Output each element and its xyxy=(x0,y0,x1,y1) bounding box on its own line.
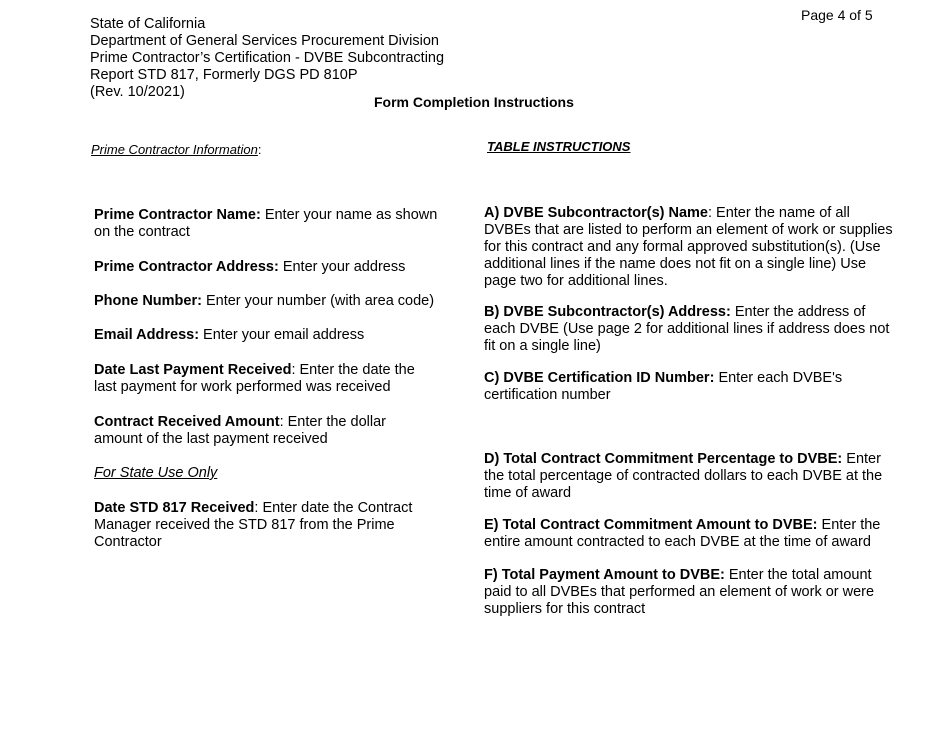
section-heading-text: Prime Contractor Information xyxy=(91,142,258,157)
instruction-term: E) Total Contract Commitment Amount to DVBE: xyxy=(484,517,818,533)
instruction-term: Date Last Payment Received xyxy=(94,362,292,378)
instruction-text: : Enter the date the last payment for work performed was received xyxy=(94,362,415,395)
instruction-text: Enter the total percentage of contracted dollars to each DVBE at the time of award xyxy=(484,451,883,501)
section-heading-colon: : xyxy=(257,142,262,157)
instruction-term: Prime Contractor Name: xyxy=(94,207,261,223)
instruction-text: Enter the address of each DVBE (Use page 2 for additional lines if address does not fit on a single line) xyxy=(484,304,890,354)
instruction-text: : Enter the dollar amount of the last payment received xyxy=(94,414,386,447)
instruction-text: Enter your name as shown on the contract xyxy=(94,207,438,240)
instruction-term: Prime Contractor Address: xyxy=(94,259,279,275)
instruction-text: Enter your email address xyxy=(199,327,365,343)
header-line: Prime Contractor’s Certification - DVBE Subcontracting xyxy=(90,50,445,66)
page-title: Form Completion Instructions xyxy=(374,94,574,110)
header-line: State of California xyxy=(90,16,206,32)
prime-contractor-section-heading xyxy=(91,142,262,157)
instruction-item xyxy=(94,327,450,344)
instruction-item xyxy=(94,207,450,241)
instruction-term: B) DVBE Subcontractor(s) Address: xyxy=(484,304,731,320)
instruction-text: Enter each DVBE's certification number xyxy=(484,370,843,403)
instruction-text: Enter your number (with area code) xyxy=(201,293,435,309)
instruction-term: D) Total Contract Commitment Percentage to DVBE: xyxy=(484,451,843,467)
table-instructions-heading: TABLE INSTRUCTIONS xyxy=(487,139,631,154)
page-number: Page 4 of 5 xyxy=(801,7,873,23)
instruction-text: Enter the total amount paid to all DVBEs that performed an element of work or were suppliers for this contract xyxy=(484,567,875,617)
instruction-item xyxy=(94,259,450,276)
header-line: Report STD 817, Formerly DGS PD 810P xyxy=(90,67,358,83)
instruction-item xyxy=(94,293,450,310)
instruction-item xyxy=(484,517,896,551)
instruction-term: Date STD 817 Received xyxy=(94,500,255,516)
header-line: (Rev. 10/2021) xyxy=(90,84,185,100)
instruction-text: : Enter the name of all DVBEs that are listed to perform an element of work or supplies for this contract and any formal approved substitution(s). (Use additional lines if the name does not fit on a single line) Use page two for additional lines. xyxy=(484,205,893,289)
state-use-heading: For State Use Only xyxy=(94,465,218,481)
instruction-term: C) DVBE Certification ID Number: xyxy=(484,370,715,386)
instruction-text: : Enter date the Contract Manager received the STD 817 from the Prime Contractor xyxy=(94,500,413,550)
instruction-text: Enter your address xyxy=(278,259,406,275)
instruction-item xyxy=(484,304,896,355)
instruction-term: Email Address: xyxy=(94,327,200,343)
instruction-item xyxy=(484,370,864,404)
instruction-item xyxy=(94,500,424,551)
instruction-item xyxy=(94,362,434,396)
instruction-text: Enter the entire amount contracted to each DVBE at the time of award xyxy=(484,517,881,550)
instruction-term: Phone Number: xyxy=(94,293,202,309)
instruction-item xyxy=(484,451,896,502)
instruction-item xyxy=(484,567,896,618)
header-line: Department of General Services Procurement Division xyxy=(90,33,439,49)
instruction-term: Contract Received Amount xyxy=(94,414,280,430)
instruction-term: A) DVBE Subcontractor(s) Name xyxy=(484,205,708,221)
instruction-item xyxy=(484,205,896,290)
instruction-term: F) Total Payment Amount to DVBE: xyxy=(484,567,725,583)
instruction-item xyxy=(94,414,434,448)
form-header xyxy=(90,16,444,101)
